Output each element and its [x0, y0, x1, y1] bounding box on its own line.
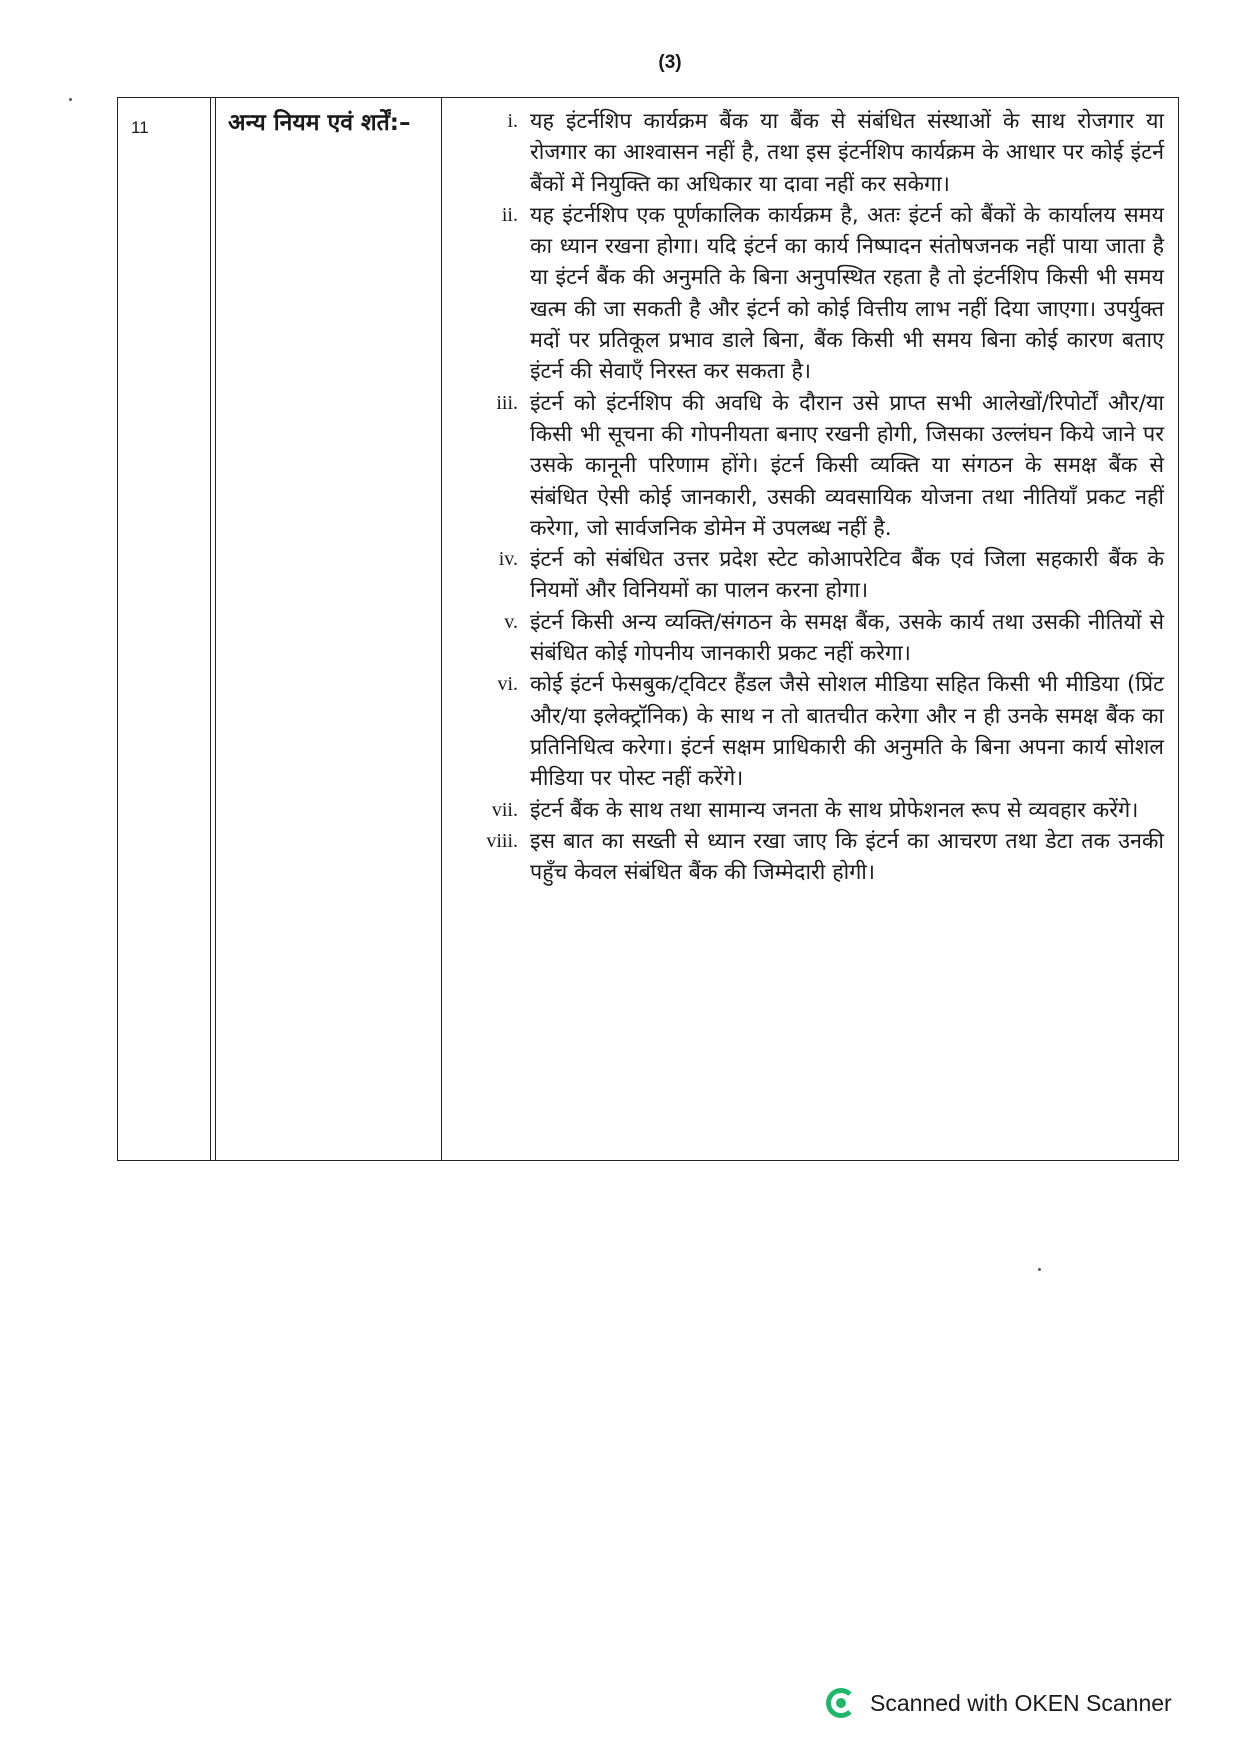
- content-cell: [442, 98, 1179, 1161]
- clause-numeral: vi.: [497, 673, 518, 696]
- clause-text: इंटर्न बैंक के साथ तथा सामान्य जनता के साथ प्रोफेशनल रूप से व्यवहार करेंगे।: [530, 797, 1139, 823]
- clause-item: [462, 388, 1164, 544]
- serial-cell: [118, 98, 211, 1161]
- clause-item: [462, 669, 1164, 794]
- clause-text: इंटर्न को संबंधित उत्तर प्रदेश स्टेट कोआपरेटिव बैंक एवं जिला सहकारी बैंक के नियमों और विनियमों का पालन करना होगा।: [530, 547, 1164, 604]
- clause-text: यह इंटर्नशिप कार्यक्रम बैंक या बैंक से संबंधित संस्थाओं के साथ रोजगार या रोजगार का आश्वासन नहीं है, तथा इस इंटर्नशिप कार्यक्रम के आधार पर कोई इंटर्न बैंकों में नियुक्ति का अधिकार या दावा नहीं कर सकेगा।: [530, 109, 1164, 197]
- clause-numeral: viii.: [486, 829, 518, 852]
- heading-cell: [216, 98, 442, 1161]
- clause-numeral: iv.: [498, 548, 518, 571]
- clause-item: [462, 200, 1164, 388]
- clause-item: [462, 106, 1164, 200]
- clause-item: [462, 607, 1164, 670]
- terms-table: [117, 97, 1179, 1161]
- clause-text: इंटर्न किसी अन्य व्यक्ति/संगठन के समक्ष बैंक, उसके कार्य तथा उसकी नीतियों से संबंधित कोई गोपनीय जानकारी प्रकट नहीं करेगा।: [530, 609, 1164, 667]
- clause-text: यह इंटर्नशिप एक पूर्णकालिक कार्यक्रम है, अतः इंटर्न को बैंकों के कार्यालय समय का ध्यान रखना होगा। यदि इंटर्न का कार्य निष्पादन संतोषजनक नहीं पाया जाता है या इंटर्न बैंक की अनुमति के बिना अनुपस्थित रहता है तो इंटर्नशिप किसी भी समय खत्म की जा सकती है और इंटर्न को कोई वित्तीय लाभ नहीं दिया जाएगा। उपर्युक्त मदों पर प्रतिकूल प्रभाव डाले बिना, बैंक किसी भी समय बिना कोई कारण बताए इंटर्न की सेवाएँ निरस्त कर सकता है।: [530, 202, 1164, 385]
- page-number: (3): [658, 52, 682, 73]
- clause-item: [462, 795, 1164, 826]
- clause-text: कोई इंटर्न फेसबुक/ट्विटर हैंडल जैसे सोशल मीडिया सहित किसी भी मीडिया (प्रिंट और/या इलेक्ट्रॉनिक) के साथ न तो बातचीत करेगा और न ही उनके समक्ष बैंक का प्रतिनिधित्व करेगा। इंटर्न सक्षम प्राधिकारी की अनुमति के बिना अपना कार्य सोशल मीडिया पर पोस्ट नहीं करेंगे।: [530, 672, 1164, 792]
- serial-number: 11: [131, 118, 149, 137]
- clause-numeral: v.: [504, 610, 518, 633]
- clause-numeral: i.: [507, 110, 518, 132]
- clause-item: [462, 544, 1164, 607]
- oken-logo-icon: [826, 1688, 856, 1718]
- clause-text: इंटर्न को इंटर्नशिप की अवधि के दौरान उसे प्राप्त सभी आलेखों/रिपोर्टों और/या किसी भी सूचना की गोपनीयता बनाए रखनी होगी, जिसका उल्लंघन किये जाने पर उसके कानूनी परिणाम होंगे। इंटर्न किसी व्यक्ति या संगठन के समक्ष बैंक से संबंधित ऐसी कोई जानकारी, उसकी व्यवसायिक योजना तथा नीतियाँ प्रकट नहीं करेगा, जो सार्वजनिक डोमेन में उपलब्ध नहीं है.: [530, 390, 1164, 541]
- scan-speck: [69, 98, 72, 101]
- scan-speck: [1038, 1268, 1041, 1271]
- scanner-watermark: [826, 1688, 1172, 1718]
- clause-item: [462, 826, 1164, 889]
- table-row: [118, 98, 1179, 1161]
- clause-numeral: iii.: [496, 391, 518, 414]
- clause-numeral: ii.: [501, 203, 518, 226]
- section-heading: अन्य नियम एवं शर्तें:–: [228, 110, 411, 136]
- watermark-text: Scanned with OKEN Scanner: [870, 1689, 1172, 1716]
- clause-list: [442, 98, 1178, 888]
- clause-numeral: vii.: [491, 798, 518, 821]
- clause-text: इस बात का सख्ती से ध्यान रखा जाए कि इंटर्न का आचरण तथा डेटा तक उनकी पहुँच केवल संबंधित बैंक की जिम्मेदारी होगी।: [530, 828, 1164, 886]
